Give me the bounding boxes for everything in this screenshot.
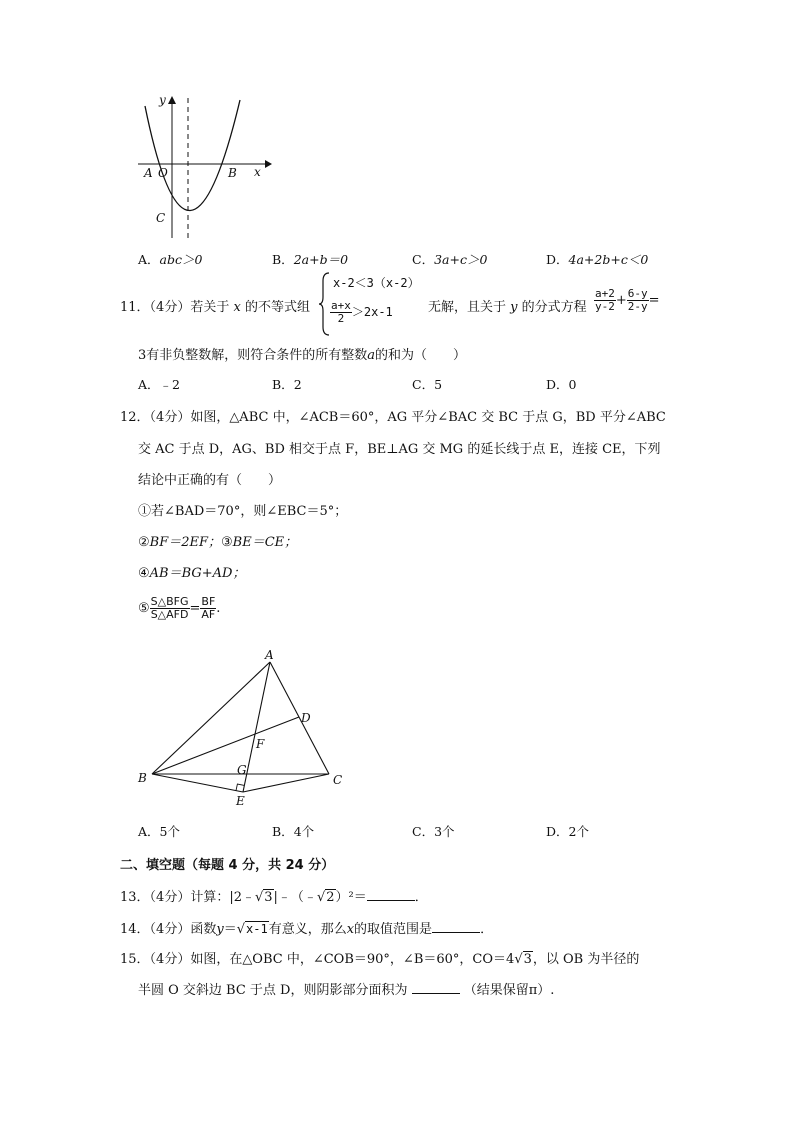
q11-line2 [138, 344, 466, 363]
option-text: ﹣2 [159, 377, 180, 392]
period: . [216, 601, 221, 617]
vertex-A-label: A [265, 648, 274, 662]
q11-stem-mid [428, 296, 587, 315]
point-A-label: A [144, 166, 153, 180]
y-axis-arrow [168, 96, 176, 104]
q11-text: 的和为（ ） [375, 348, 467, 363]
option-label: C． [412, 824, 435, 839]
point-G-label: G [237, 763, 247, 777]
point-E-label: E [236, 794, 245, 808]
equals-sign: ＝ [223, 922, 237, 937]
q15-text: （结果保留π）. [463, 983, 555, 998]
var-x: x [233, 300, 241, 315]
q11-text: 无解，且关于 [428, 300, 507, 315]
q15-text: 半圆 O 交斜边 BC 于点 D，则阴影部分面积为 [138, 983, 408, 998]
var-y: y [510, 300, 518, 315]
option-label: A． [138, 824, 160, 839]
conclusion-text: BF＝2EF； [149, 535, 222, 550]
sqrt-2: 2 [326, 890, 335, 905]
segment-AC [270, 662, 329, 774]
parabola-curve [145, 100, 240, 211]
conclusion-text: BE＝CE； [232, 535, 298, 550]
option-label: D． [546, 252, 569, 267]
fractional-equation [594, 288, 660, 313]
ineq2-rhs: ＞2x-1 [351, 305, 393, 320]
option-text: 0 [568, 377, 577, 392]
q13-text: |﹣（﹣ [273, 890, 317, 905]
option-label: B． [272, 824, 294, 839]
circled-2: ② [138, 535, 150, 550]
circled-5: ⑤ [138, 601, 150, 617]
q12-option-d[interactable] [546, 822, 589, 840]
q12-conclusion-5 [138, 596, 220, 621]
f2-numerator: 6-y [627, 287, 648, 300]
f2-denominator: 2-y [627, 300, 648, 314]
conclusion-text: AB＝BG+AD； [149, 566, 246, 581]
q11-option-c[interactable] [412, 375, 442, 393]
q14-text: 14．（4分）函数 [120, 922, 217, 937]
option-text: 4个 [293, 824, 315, 839]
q12-line3: 结论中正确的有（ ） [138, 473, 282, 488]
option-text: abc＞0 [159, 252, 203, 267]
option-label: A． [138, 377, 160, 392]
option-label: B． [272, 377, 294, 392]
c5-numerator: S△BFG [150, 595, 189, 608]
q12-line2: 交 AC 于点 D，AG、BD 相交于点 F，BE⊥AG 交 MG 的延长线于点 E，连接 CE，下列 [138, 442, 661, 457]
option-text: 2 [293, 377, 302, 392]
option-text: 3个 [434, 824, 455, 839]
q11-option-d[interactable] [546, 375, 576, 393]
f1-denominator: y-2 [595, 300, 615, 314]
sqrt-3: 3 [523, 952, 532, 967]
circled-3: ③ [221, 535, 233, 550]
section-heading: 二、填空题（每题 4 分，共 24 分） [120, 858, 335, 873]
q15-line2 [138, 979, 554, 998]
plus-sign: + [615, 293, 627, 309]
q14-text: 有意义，那么 [268, 922, 347, 937]
triangle-figure [132, 648, 352, 810]
inequality-1: x-2＜3（x-2） [333, 276, 420, 290]
option-text: 5 [434, 377, 443, 392]
option-text: 5个 [159, 824, 180, 839]
option-label: C． [412, 377, 435, 392]
answer-blank[interactable] [367, 888, 415, 901]
q14-text: 的取值范围是 [354, 922, 433, 937]
vertex-B-label: B [138, 771, 147, 785]
c5-denominator: S△AFD [150, 608, 189, 622]
circled-1: ① [138, 504, 152, 519]
q12-line1: 12．（4分）如图，△ABC 中，∠ACB＝60°，AG 平分∠BAC 交 BC 于点 G，BD 平分∠ABC [120, 410, 666, 425]
q12-conclusion-2-3 [138, 531, 297, 550]
var-a: a [367, 348, 376, 363]
circled-4: ④ [138, 566, 150, 581]
q13: 13．（4分）计算：|2﹣√3|﹣（﹣√2）²＝ ． [120, 890, 428, 905]
option-text: 2个 [568, 824, 589, 839]
q11-option-a[interactable] [138, 375, 180, 393]
segment-AE [243, 662, 270, 792]
option-text: 3a+c＞0 [434, 252, 488, 267]
q13-text: 13．（4分）计算：|2﹣ [120, 890, 255, 905]
q14: 14．（4分）函数y＝√x-1有意义，那么x的取值范围是 ． [120, 922, 494, 937]
point-B-label: B [228, 166, 237, 180]
sqrt-3: 3 [264, 890, 273, 905]
x-label: x [254, 165, 261, 179]
point-F-label: F [256, 737, 265, 751]
var-x: x [346, 922, 355, 937]
q15-line1: 15．（4分）如图，在△OBC 中，∠COB＝90°，∠B＝60°，CO＝4√3，以 OB 为半径的 [120, 952, 640, 967]
q10-option-a[interactable] [138, 250, 202, 268]
period: ． [480, 922, 494, 937]
y-label: y [159, 93, 166, 107]
answer-blank[interactable] [412, 981, 460, 994]
segment-AB [152, 662, 270, 774]
var-y: y [216, 922, 224, 937]
q12-conclusion-4 [138, 562, 245, 581]
q12-conclusion-1 [138, 500, 347, 519]
option-label: D． [546, 824, 569, 839]
segment-BD [152, 717, 299, 774]
q12-option-a[interactable] [138, 822, 180, 840]
equals-sign: = [189, 601, 201, 617]
option-label: D． [546, 377, 569, 392]
q11-text: （4分）若关于 [149, 300, 230, 315]
q15-text: 15．（4分）如图，在△OBC 中，∠COB＝90°，∠B＝60°，CO＝4 [120, 952, 515, 967]
q11-stem-start [120, 296, 310, 315]
answer-blank[interactable] [432, 920, 480, 933]
origin-label: O [158, 166, 168, 180]
q10-option-d[interactable] [546, 250, 648, 268]
c5-right-denominator: AF [201, 608, 216, 622]
option-text: 4a+2b+c＜0 [568, 252, 649, 267]
q10-option-c[interactable] [412, 250, 487, 268]
inequality-2 [330, 300, 393, 325]
q12-option-c[interactable] [412, 822, 455, 840]
q12-option-b[interactable] [272, 822, 314, 840]
segment-CE [243, 774, 329, 792]
q13-text: ）²＝ [335, 890, 367, 905]
period: ． [414, 890, 428, 905]
parabola-graph [130, 88, 280, 240]
q11-option-b[interactable] [272, 375, 302, 393]
option-label: A． [138, 252, 160, 267]
segment-BE [152, 774, 243, 792]
x-axis-arrow [265, 160, 272, 168]
ineq2-numerator: a+x [331, 299, 351, 312]
question-number: 11． [120, 300, 150, 315]
vertex-C-label: C [333, 773, 343, 787]
q10-option-b[interactable] [272, 250, 348, 268]
conclusion-text: 若∠BAD＝70°，则∠EBC＝5°； [151, 504, 348, 519]
q11-text: 的分式方程 [521, 300, 587, 315]
sqrt-x-minus-1: x-1 [246, 922, 268, 936]
ineq2-denominator: 2 [337, 312, 345, 326]
point-C-label: C [156, 211, 166, 225]
q11-text: 3有非负整数解，则符合条件的所有整数 [138, 348, 368, 363]
option-label: B． [272, 252, 294, 267]
option-text: 2a+b＝0 [293, 252, 349, 267]
f1-numerator: a+2 [595, 287, 615, 300]
equals-sign: = [648, 293, 660, 309]
q11-text: 的不等式组 [244, 300, 310, 315]
c5-right-numerator: BF [201, 595, 216, 608]
q15-text: ，以 OB 为半径的 [532, 952, 640, 967]
point-D-label: D [301, 711, 311, 725]
option-label: C． [412, 252, 435, 267]
